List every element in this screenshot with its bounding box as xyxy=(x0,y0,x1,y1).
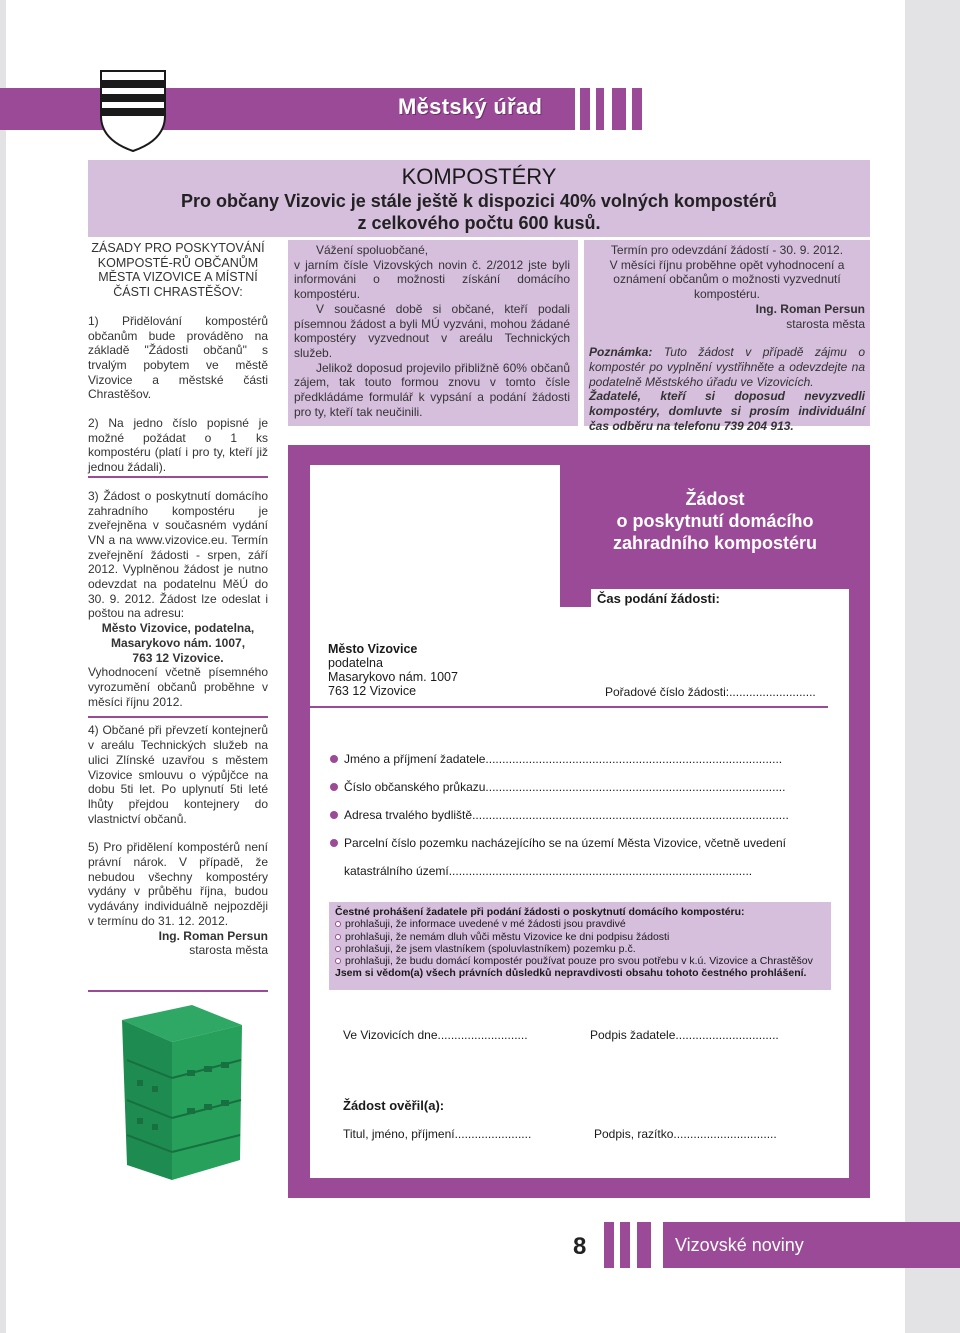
signer-role: starosta města xyxy=(786,316,865,331)
declaration-item[interactable] xyxy=(335,918,825,930)
publication-name: Vizovské noviny xyxy=(675,1235,804,1255)
note-text: Tuto žádost v případě zájmu o kompostér po vyplnění vystřihněte a odevzdejte na podatelně Městského úřadu ve Vizovicích. xyxy=(589,345,865,389)
signer-name: Ing. Roman Persun xyxy=(158,928,268,943)
header-title: Městský úřad xyxy=(398,94,543,119)
middle-paragraph: v jarním čísle Vizovských novin č. 2/2012 jste byli informováni o možnosti získání domácího kompostéru. xyxy=(294,257,570,302)
signer-name: Ing. Roman Persun xyxy=(755,301,865,316)
middle-paragraph: Jelikož doposud projevilo přibližně 60% občanů zájem, tak touto formou znovu v tomto čísle předkládáme formulář k vypsání a podání žádosti pro ty, kteří tak neučinili. xyxy=(294,360,570,419)
declaration-title: Čestné prohášení žadatele při podání žádosti o poskytnutí domácího kompostéru: xyxy=(335,906,745,918)
applicant-name-field[interactable] xyxy=(330,752,782,766)
note-label: Poznámka: xyxy=(589,345,653,360)
declaration-text: prohlašuji, že jsem vlastníkem (spoluvlastníkem) pozemku p.č. xyxy=(345,942,636,955)
verified-by-heading: Žádost ověřil(a): xyxy=(343,1098,445,1113)
article-subtitle: Pro občany Vizovic je stále ještě k dispozici 40% volných kompostérů xyxy=(181,191,777,211)
cadastral-field[interactable] xyxy=(344,864,752,878)
submission-time-field[interactable]: Čas podání žádosti: xyxy=(591,589,849,607)
footer-stripe xyxy=(604,1222,614,1268)
column-divider xyxy=(88,476,268,478)
footer-stripe xyxy=(620,1222,630,1268)
field-label: Číslo občanského průkazu.......................................................................................... xyxy=(344,780,786,794)
form-title-line: Žádost xyxy=(685,489,745,509)
form-title xyxy=(570,488,860,554)
declaration-text: prohlašuji, že nemám dluh vůči městu Vizovice ke dni podpisu žádosti xyxy=(345,930,670,943)
verifier-name-field[interactable]: Titul, jméno, příjmení....................... xyxy=(343,1127,532,1141)
column-divider xyxy=(88,990,268,992)
rule-3-address: Město Vizovice, podatelna, xyxy=(101,621,255,636)
signer-role: starosta města xyxy=(189,943,268,958)
declaration-item[interactable] xyxy=(335,955,825,967)
rule-1: 1) Přidělování kompostérů občanům bude prováděno na základě "Žádosti občanů" s trvalým pobytem ve městě Vizovice a městské části Chrastěšov. xyxy=(88,313,268,402)
parcel-field[interactable] xyxy=(330,836,786,850)
article-title-box xyxy=(88,160,870,237)
address-line: Masarykovo nám. 1007 xyxy=(328,670,458,684)
rule-3: 3) Žádost o poskytnutí domácího zahradního kompostéru je zveřejněna v současném vydání VN a na www.vizovice.eu. Termín zveřejnění žádosti - srpen, září 2012. Vyplněnou žádost je nutno odevzdat na podatelnu MěÚ do 30. 9. 2012. Žádost lze odeslat i poštou na adresu: xyxy=(88,488,268,621)
declaration-text: prohlašuji, že budu domácí kompostér používat pouze pro svou potřebu v k.ú. Vizovice a Chrastěšov xyxy=(345,955,813,968)
column-divider xyxy=(88,716,268,718)
applicant-signature-field[interactable]: Podpis žadatele............................... xyxy=(590,1028,779,1042)
checkbox-icon[interactable] xyxy=(335,921,341,927)
verifier-stamp-field[interactable]: Podpis, razítko............................... xyxy=(594,1127,777,1141)
declaration-final: Jsem si vědom(a) všech právních důsledků nepravdivosti obsahu tohoto čestného prohlášení. xyxy=(335,967,807,980)
page-left-margin xyxy=(0,0,6,1333)
header-stripe xyxy=(596,88,604,130)
bullet-icon xyxy=(330,839,338,847)
header-stripe xyxy=(580,88,590,130)
article-subtitle: z celkového počtu 600 kusů. xyxy=(357,213,601,233)
greeting: Vážení spoluobčané, xyxy=(316,243,429,257)
field-label: Adresa trvalého bydliště............................................................................................... xyxy=(344,808,789,822)
rules-heading: ZÁSADY PRO POSKYTOVÁNÍ KOMPOSTÉ-RŮ OBČANŮM MĚSTA VIZOVICE A MÍSTNÍ ČÁSTI CHRASTĚŠOV: xyxy=(91,241,265,300)
info-text-right xyxy=(589,243,865,433)
bullet-icon xyxy=(330,755,338,763)
address-line: Město Vizovice xyxy=(328,642,418,656)
middle-paragraph: V současné době si občané, kteří podali písemnou žádost a byli MÚ vyzváni, mohou žádané kompostéry vyzvednout v areálu Technických služeb. xyxy=(294,301,570,360)
page-right-margin xyxy=(905,0,960,1333)
form-stamp-area[interactable] xyxy=(310,465,560,607)
bullet-icon xyxy=(330,783,338,791)
checkbox-icon[interactable] xyxy=(335,946,341,952)
rule-3-result: Vyhodnocení včetně písemného vyrozumění občanů proběhne v měsíci říjnu 2012. xyxy=(88,665,268,709)
rule-3-address: 763 12 Vizovice. xyxy=(132,650,224,665)
address-line: podatelna xyxy=(328,656,383,670)
footer-stripe xyxy=(637,1222,651,1268)
header-stripe xyxy=(612,88,626,130)
checkbox-icon[interactable] xyxy=(335,934,341,940)
declaration-item[interactable] xyxy=(335,931,825,943)
deadline: Termín pro odevzdání žádostí - 30. 9. 2012. xyxy=(610,243,844,257)
order-number-field[interactable]: Pořadové číslo žádosti:.......................... xyxy=(605,685,816,699)
declaration-item[interactable] xyxy=(335,943,825,955)
info-text-middle xyxy=(294,243,570,419)
form-title-line: o poskytnutí domácího xyxy=(616,511,814,531)
address-field[interactable] xyxy=(330,808,789,822)
rule-2: 2) Na jedno číslo popisné je možné požádat o 1 ks kompostéru (platí i pro ty, kteří již jednou žádali). xyxy=(88,416,268,475)
field-label: Jméno a příjmení žadatele......................................................................................... xyxy=(344,752,783,766)
appeal-text: Žadatelé, kteří si doposud nevyzvedli kompostéry, domluvte si prosím individuální čas odběru na telefonu 739 204 913. xyxy=(589,389,865,433)
bullet-icon xyxy=(330,811,338,819)
field-label: katastrálního území........................................................................................... xyxy=(344,864,753,878)
field-label: Parcelní číslo pozemku nacházejícího se na území Města Vizovice, včetně uvedení xyxy=(344,836,787,850)
recipient-address xyxy=(328,642,458,698)
form-divider xyxy=(310,706,828,708)
page-number: 8 xyxy=(573,1233,587,1260)
city-crest-logo xyxy=(100,70,166,152)
header-stripe xyxy=(632,88,642,130)
honor-declaration xyxy=(329,902,831,990)
declaration-text: prohlašuji, že informace uvedené v mé žádosti jsou pravdivé xyxy=(345,918,626,931)
right-paragraph: V měsíci říjnu proběhne opět vyhodnocení a oznámení občanům o možnosti vyzvednutí kompostéru. xyxy=(609,257,845,302)
address-line: 763 12 Vizovice xyxy=(328,684,417,698)
checkbox-icon[interactable] xyxy=(335,958,341,964)
article-title: KOMPOSTÉRY xyxy=(401,164,557,189)
form-title-line: zahradního kompostéru xyxy=(612,533,818,553)
rule-3-address: Masarykovo nám. 1007, xyxy=(110,635,246,650)
composter-image xyxy=(92,1000,262,1190)
rule-4: 4) Občané při převzetí kontejnerů v areálu Technických služeb na ulici Zlínské uzavřou s městem Vizovice smlouvu o výpůjčce na dobu 5ti let. Po uplynutí 5ti leté lhůty přejdou kontejnery do vlastnictví občanů. xyxy=(88,723,268,826)
id-card-field[interactable] xyxy=(330,780,785,794)
rule-5: 5) Pro přidělení kompostérů není právní nárok. V případě, že nebudou všechny kompostéry vydány v průběhu října, budou vydávány individuálně nejpozději v termínu do 31. 12. 2012. xyxy=(88,840,268,928)
date-field[interactable]: Ve Vizovicích dne........................... xyxy=(343,1028,528,1042)
rules-column xyxy=(88,241,268,958)
